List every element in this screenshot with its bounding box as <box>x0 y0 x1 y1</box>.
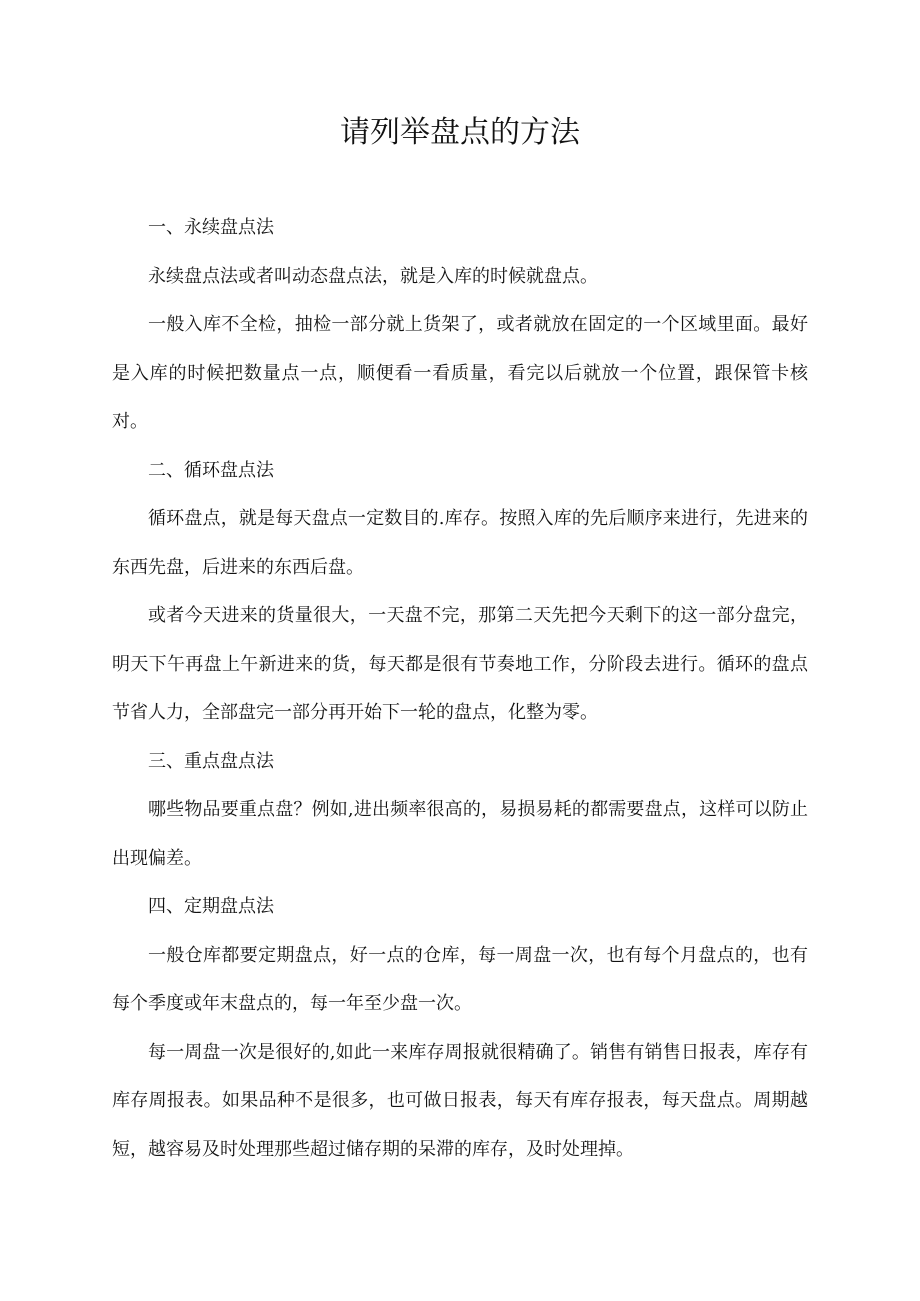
section-heading-3: 三、重点盘点法 <box>148 750 274 772</box>
paragraph: 一般入库不全检，抽检一部分就上货架了，或者就放在固定的一个区域里面。最好是入库的时候把数量点一点，顺便看一看质量，看完以后就放一个位置，跟保管卡核对。 <box>112 314 808 432</box>
paragraph: 或者今天进来的货量很大，一天盘不完，那第二天先把今天剩下的这一部分盘完，明天下午再盘上午新进来的货，每天都是很有节奏地工作，分阶段去进行。循环的盘点节省人力，全部盘完一部分再开始下一轮的盘点，化整为零。 <box>112 605 808 723</box>
paragraph: 一般仓库都要定期盘点，好一点的仓库，每一周盘一次，也有每个月盘点的，也有每个季度或年末盘点的，每一年至少盘一次。 <box>112 944 808 1014</box>
document-body <box>112 204 808 1174</box>
section-heading-2: 二、循环盘点法 <box>148 459 274 481</box>
section-heading-4: 四、定期盘点法 <box>148 896 274 917</box>
paragraph: 循环盘点，就是每天盘点一定数目的.库存。按照入库的先后顺序来进行，先进来的东西先盘，后进来的东西后盘。 <box>112 508 808 578</box>
section-heading-1: 一、永续盘点法 <box>148 217 274 238</box>
paragraph: 每一周盘一次是很好的,如此一来库存周报就很精确了。销售有销售日报表，库存有库存周报表。如果品种不是很多，也可做日报表，每天有库存报表，每天盘点。周期越短，越容易及时处理那些超过储存期的呆滞的库存，及时处理掉。 <box>112 1041 808 1160</box>
document-title: 请列举盘点的方法 <box>340 115 580 150</box>
paragraph: 永续盘点法或者叫动态盘点法，就是入库的时候就盘点。 <box>148 265 598 287</box>
paragraph: 哪些物品要重点盘？例如,进出频率很高的，易损易耗的都需要盘点，这样可以防止出现偏差。 <box>112 799 808 869</box>
